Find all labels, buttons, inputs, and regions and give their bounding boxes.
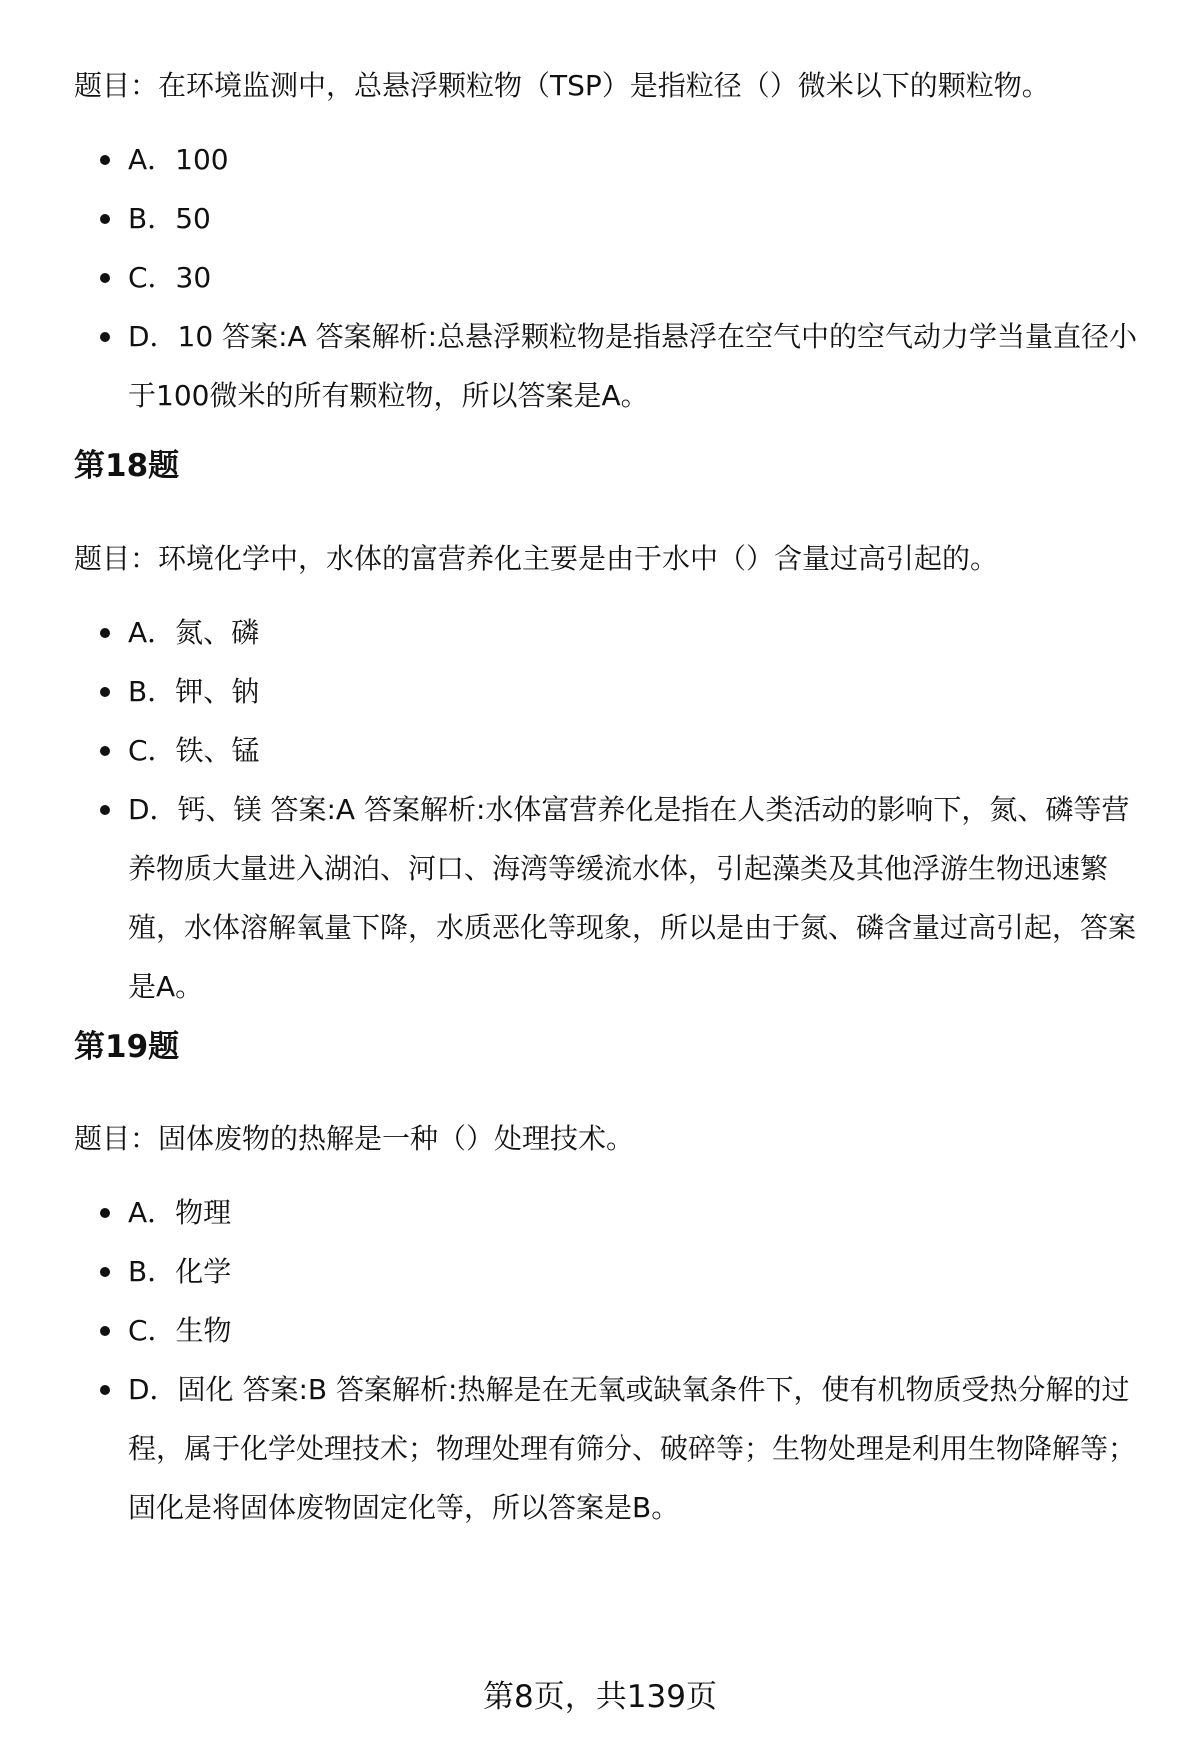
question-18-option-a: A．氮、磷	[74, 603, 1144, 662]
question-18-option-d-answer: D．钙、镁 答案:A 答案解析:水体富营养化是指在人类活动的影响下，氮、磷等营养物质大量进入湖泊、河口、海湾等缓流水体，引起藻类及其他浮游生物迅速繁殖，水体溶解氧量下降，水质恶化等现象，所以是由于氮、磷含量过高引起，答案是A。	[74, 780, 1144, 1016]
page-number-footer: 第8页，共139页	[483, 1679, 717, 1715]
question-17-options	[74, 130, 1144, 425]
question-18-option-c: C．铁、锰	[74, 721, 1144, 780]
question-19-heading: 第19题	[74, 1029, 180, 1065]
question-18-stem: 题目：环境化学中，水体的富营养化主要是由于水中（）含量过高引起的。	[74, 542, 999, 575]
question-19-option-b: B．化学	[74, 1242, 1144, 1301]
question-18-option-b: B．钾、钠	[74, 662, 1144, 721]
question-17-stem: 题目：在环境监测中，总悬浮颗粒物（TSP）是指粒径（）微米以下的颗粒物。	[74, 69, 1050, 102]
question-17-option-d-answer: D．10 答案:A 答案解析:总悬浮颗粒物是指悬浮在空气中的空气动力学当量直径小于100微米的所有颗粒物，所以答案是A。	[74, 307, 1144, 425]
question-17-option-c: C．30	[74, 248, 1144, 307]
question-18-options	[74, 603, 1144, 1016]
question-19-options	[74, 1183, 1144, 1537]
question-19-stem: 题目：固体废物的热解是一种（）处理技术。	[74, 1122, 635, 1155]
question-19-option-a: A．物理	[74, 1183, 1144, 1242]
question-18-heading: 第18题	[74, 448, 180, 484]
question-17-option-a: A．100	[74, 130, 1144, 189]
question-19-option-d-answer: D．固化 答案:B 答案解析:热解是在无氧或缺氧条件下，使有机物质受热分解的过程，属于化学处理技术；物理处理有筛分、破碎等；生物处理是利用生物降解等；固化是将固体废物固定化等，所以答案是B。	[74, 1360, 1144, 1537]
question-17-option-b: B．50	[74, 189, 1144, 248]
question-19-option-c: C．生物	[74, 1301, 1144, 1360]
